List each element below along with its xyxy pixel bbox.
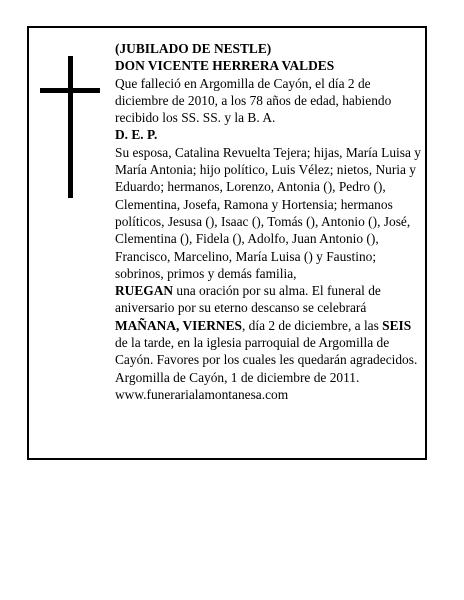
day-bold: MAÑANA, VIERNES [115, 317, 242, 333]
retired-line: (JUBILADO DE NESTLE) [115, 41, 272, 56]
latin-cross-icon [40, 56, 100, 198]
prayer-text: una oración por su alma. El funeral de aniversario por su eterno descanso se celebrará [115, 283, 381, 316]
death-info: Que falleció en Argomilla de Cayón, el día 2 de diciembre de 2010, a los 78 años de edad, habiendo recibido los SS. SS. y la B. A. [115, 75, 392, 126]
family-list: Su esposa, Catalina Revuelta Tejera; hijas, María Luisa y María Antonia; hijo político, Luis Vélez; nietos, Nuria y Eduardo; hermanos, Lorenzo, Antonia (), Pedro (), Clementina, Josefa, Ramona y Hortensia; hermanos políticos, Jesusa (), Isaac (), Tomás (), Antonio (), José, Clementina (), Fidela (), Adolfo, Juan Antonio (), Francisco, Marcelino, María Luisa () y Faustino; sobrinos, primos y demás familia, [115, 144, 421, 281]
place-date: Argomilla de Cayón, 1 de diciembre de 2011. [115, 369, 360, 385]
obituary-text [115, 40, 425, 403]
website: www.funerarialamontanesa.com [115, 386, 289, 402]
ruegan-word: RUEGAN [115, 283, 174, 299]
time-bold: SEIS [382, 317, 412, 333]
cross-vertical-bar [68, 56, 73, 198]
dep-line: D. E. P. [115, 127, 158, 143]
funeral-announcement [115, 282, 425, 368]
location-text: de la tarde, en la iglesia parroquial de Argomilla de Cayón. Favores por los cuales les quedarán agradecidos. [115, 335, 418, 368]
obituary-notice-frame [27, 26, 427, 460]
date-text: , día 2 de diciembre, a las [241, 317, 383, 333]
deceased-name: DON VICENTE HERRERA VALDES [115, 58, 335, 74]
cross-horizontal-bar [40, 88, 100, 93]
